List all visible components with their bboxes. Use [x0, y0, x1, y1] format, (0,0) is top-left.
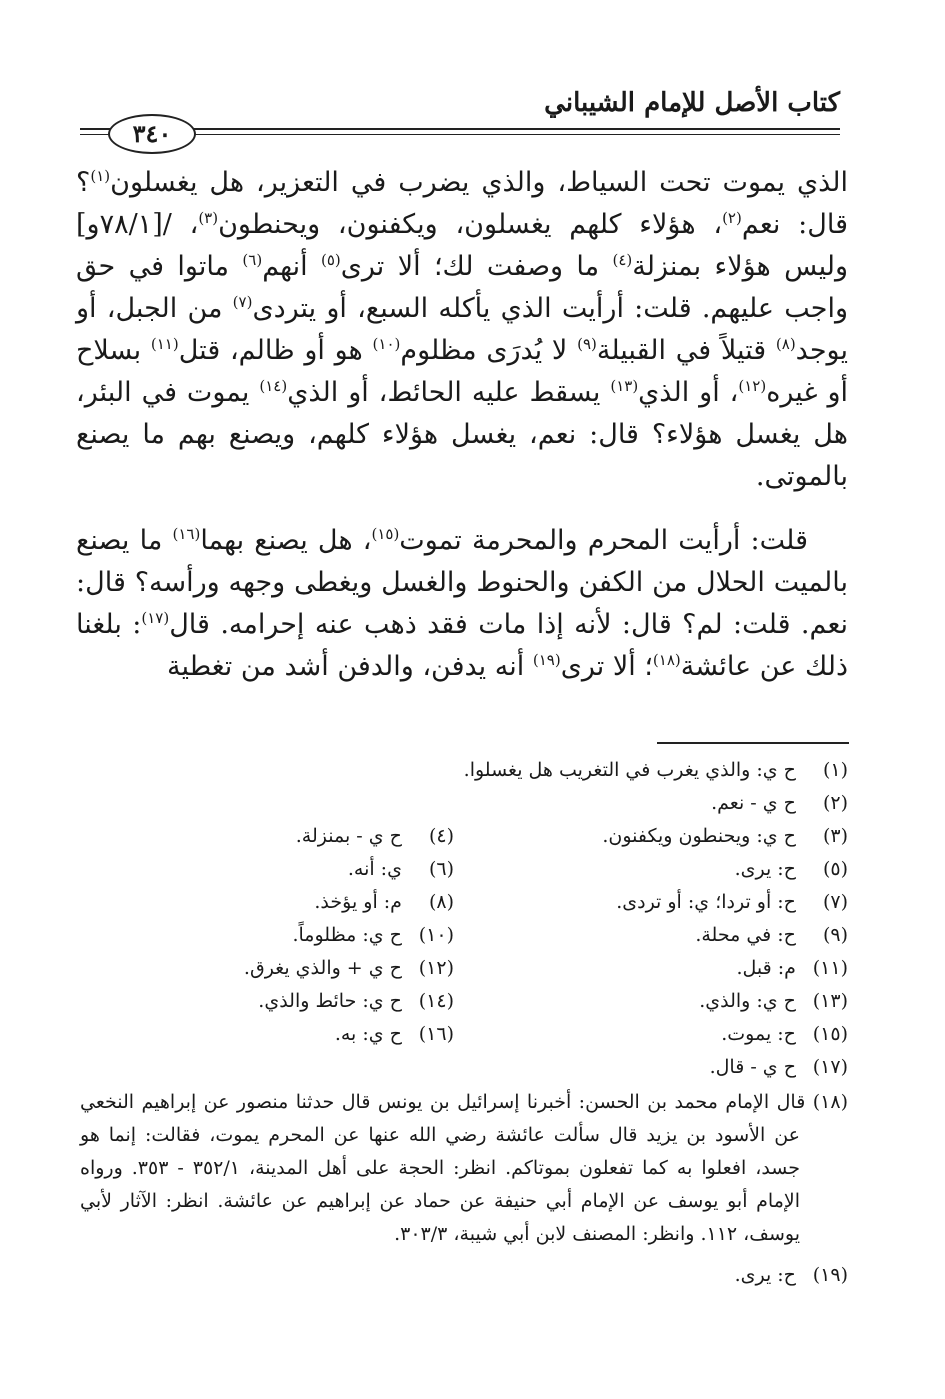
- footnote-reference: (١٧): [141, 609, 170, 627]
- footnote-5: [474, 853, 848, 886]
- footnote-reference: (١١): [150, 335, 179, 353]
- footnote-14: [80, 985, 454, 1018]
- footnote-text: ح: يرى.: [734, 858, 796, 880]
- footnote-reference: (١٥): [371, 525, 400, 543]
- footnote-text: ح ي: والذي.: [699, 990, 796, 1012]
- paragraph-2: قلت: أرأيت المحرم والمحرمة تموت$^{(١٥)}$، هل يصنع بهما$^{(١٦)}$ ما يصنع بالميت الحلال من الكفن والحنوط والغسل ويغطى وجهه ورأسه؟ قال: نعم. قلت: لم؟ قال: لأنه إذا مات فقد ذهب عنه إحرامه. قال$^{(١٧)}$: بلغنا ذلك عن عائشة$^{(١٨)}$؛ ألا ترى$^{(١٩)}$ أنه يدفن، والدفن أشد من تغطية: [76, 525, 848, 682]
- footnote-reference: (١٠): [372, 335, 401, 353]
- footnote-17: [80, 1051, 848, 1084]
- footnote-10: [80, 919, 454, 952]
- footnote-1: [80, 754, 848, 787]
- footnote-text: ح ي: والذي يغرب في التغريب هل يغسلوا.: [463, 759, 796, 781]
- footnote-2: [80, 787, 848, 820]
- footnote-reference: (١٦): [172, 525, 201, 543]
- page-header: [80, 70, 840, 160]
- footnote-number: (١١): [812, 957, 848, 979]
- footnotes-two-column: [80, 820, 848, 1084]
- footnote-text: ح ي: مظلوماً.: [292, 924, 402, 946]
- footnote-3: [474, 820, 848, 853]
- footnote-text: م: أو يؤخذ.: [314, 891, 402, 913]
- footnote-9: [474, 919, 848, 952]
- footnote-number: (١٥): [812, 1023, 848, 1045]
- footnote-text: ح: أو تردا؛ ي: أو تردى.: [616, 891, 796, 913]
- footnote-reference: (٧): [232, 293, 253, 311]
- footnote-text: ح: في محلة.: [695, 924, 796, 946]
- footnote-number: (٩): [822, 924, 848, 946]
- footnote-11: [474, 952, 848, 985]
- footnote-number: (١٧): [812, 1056, 848, 1078]
- footnote-number: (١٣): [812, 990, 848, 1012]
- footnote-reference: (١٨): [652, 651, 681, 669]
- footnote-reference: (١٢): [738, 377, 767, 395]
- footnote-number: (٣): [822, 825, 848, 847]
- paragraph-1: الذي يموت تحت السياط، والذي يضرب في التعزير، هل يغسلون$^{(١)}$؟ قال: نعم$^{(٢)}$، هؤلاء كلهم يغسلون، ويكفنون، ويحنطون$^{(٣)}$، /[٧٨/١و] وليس هؤلاء بمنزلة$^{(٤)}$ ما وصفت لك؛ ألا ترى$^{(٥)}$ أنهم$^{(٦)}$ ماتوا في حق واجب عليهم. قلت: أرأيت الذي يأكله السبع، أو يتردى$^{(٧)}$ من الجبل، أو يوجد$^{(٨)}$ قتيلاً في القبيلة$^{(٩)}$ لا يُدرَى مظلوم$^{(١٠)}$ هو أو ظالم، قتل$^{(١١)}$ بسلاح أو غيره$^{(١٢)}$، أو الذي$^{(١٣)}$ يسقط عليه الحائط، أو الذي$^{(١٤)}$ يموت في البئر، هل يغسل هؤلاء؟ قال: نعم، يغسل هؤلاء كلهم، ويصنع بهم ما يصنع بالموتى.: [76, 167, 848, 492]
- footnotes: [80, 754, 848, 1292]
- footnote-reference: (٥): [321, 251, 341, 269]
- footnote-number: (٥): [822, 858, 848, 880]
- footnote-text: ح ي + والذي يغرق.: [243, 957, 402, 979]
- footnote-reference: (٦): [242, 251, 263, 269]
- footnote-number: (١٠): [418, 924, 454, 946]
- footnote-reference: (١٤): [259, 377, 288, 395]
- footnote-number: (١): [822, 759, 848, 781]
- footnote-reference: (١): [90, 167, 111, 185]
- footnote-number: (٦): [428, 858, 454, 880]
- footnote-text: م: قبل.: [736, 957, 796, 979]
- footnote-text: ح ي: به.: [334, 1023, 402, 1045]
- footnote-number: (٨): [428, 891, 454, 913]
- footnote-reference: (١٩): [532, 651, 561, 669]
- footnote-number: (١٢): [418, 957, 454, 979]
- footnote-number: (١٤): [418, 990, 454, 1012]
- footnote-separator: [657, 742, 849, 744]
- footnote-reference: (٤): [612, 251, 633, 269]
- footnote-text: ح ي - بمنزلة.: [295, 825, 402, 847]
- footnote-reference: (٣): [198, 209, 219, 227]
- footnote-text: ح ي: ويحنطون ويكفنون.: [602, 825, 796, 847]
- main-text: [76, 162, 848, 688]
- footnote-7: [474, 886, 848, 919]
- footnote-15: [474, 1018, 848, 1051]
- footnote-13: [474, 985, 848, 1018]
- footnote-12: [80, 952, 454, 985]
- footnote-reference: (٩): [577, 335, 597, 353]
- footnote-text: قال الإمام محمد بن الحسن: أخبرنا إسرائيل بن يونس قال حدثنا منصور عن إبراهيم النخعي عن الأسود بن يزيد قال سألت عائشة رضي الله عنها عن المحرم يموت، فقالت: إنما هو جسد، افعلوا به كما تفعلون بموتاكم. انظر: الحجة على أهل المدينة، ٣٥٢/١ - ٣٥٣. ورواه الإمام أبو يوسف عن الإمام أبي حنيفة عن حماد عن إبراهيم عن عائشة. انظر: الآثار لأبي يوسف، ١١٢. وانظر: المصنف لابن أبي شيبة، ٣٠٣/٣.: [80, 1091, 806, 1245]
- footnote-text: ح: يموت.: [721, 1023, 796, 1045]
- footnote-number: (٧): [822, 891, 848, 913]
- footnote-4: [80, 820, 454, 853]
- footnote-18: [80, 1086, 848, 1251]
- footnote-number: (١٩): [812, 1264, 848, 1286]
- footnote-text: ي: أنه.: [347, 858, 402, 880]
- footnote-reference: (١٣): [610, 377, 639, 395]
- footnote-reference: (٨): [775, 335, 796, 353]
- footnote-6: [80, 853, 454, 886]
- footnote-reference: (٢): [722, 209, 742, 227]
- footnote-number: (٤): [428, 825, 454, 847]
- footnote-number: (١٨): [812, 1091, 848, 1113]
- footnote-text: ح ي - قال.: [709, 1056, 796, 1078]
- footnote-text: ح ي - نعم.: [711, 792, 796, 814]
- footnote-text: ح ي: حائط والذي.: [258, 990, 402, 1012]
- page-number: ٣٤٠: [108, 114, 196, 154]
- footnote-19: [80, 1259, 848, 1292]
- footnote-text: ح: يرى.: [734, 1264, 796, 1286]
- footnote-8: [80, 886, 454, 919]
- footnote-number: (١٦): [418, 1023, 454, 1045]
- footnote-16: [80, 1018, 454, 1051]
- book-title: كتاب الأصل للإمام الشيباني: [544, 88, 840, 118]
- footnote-number: (٢): [822, 792, 848, 814]
